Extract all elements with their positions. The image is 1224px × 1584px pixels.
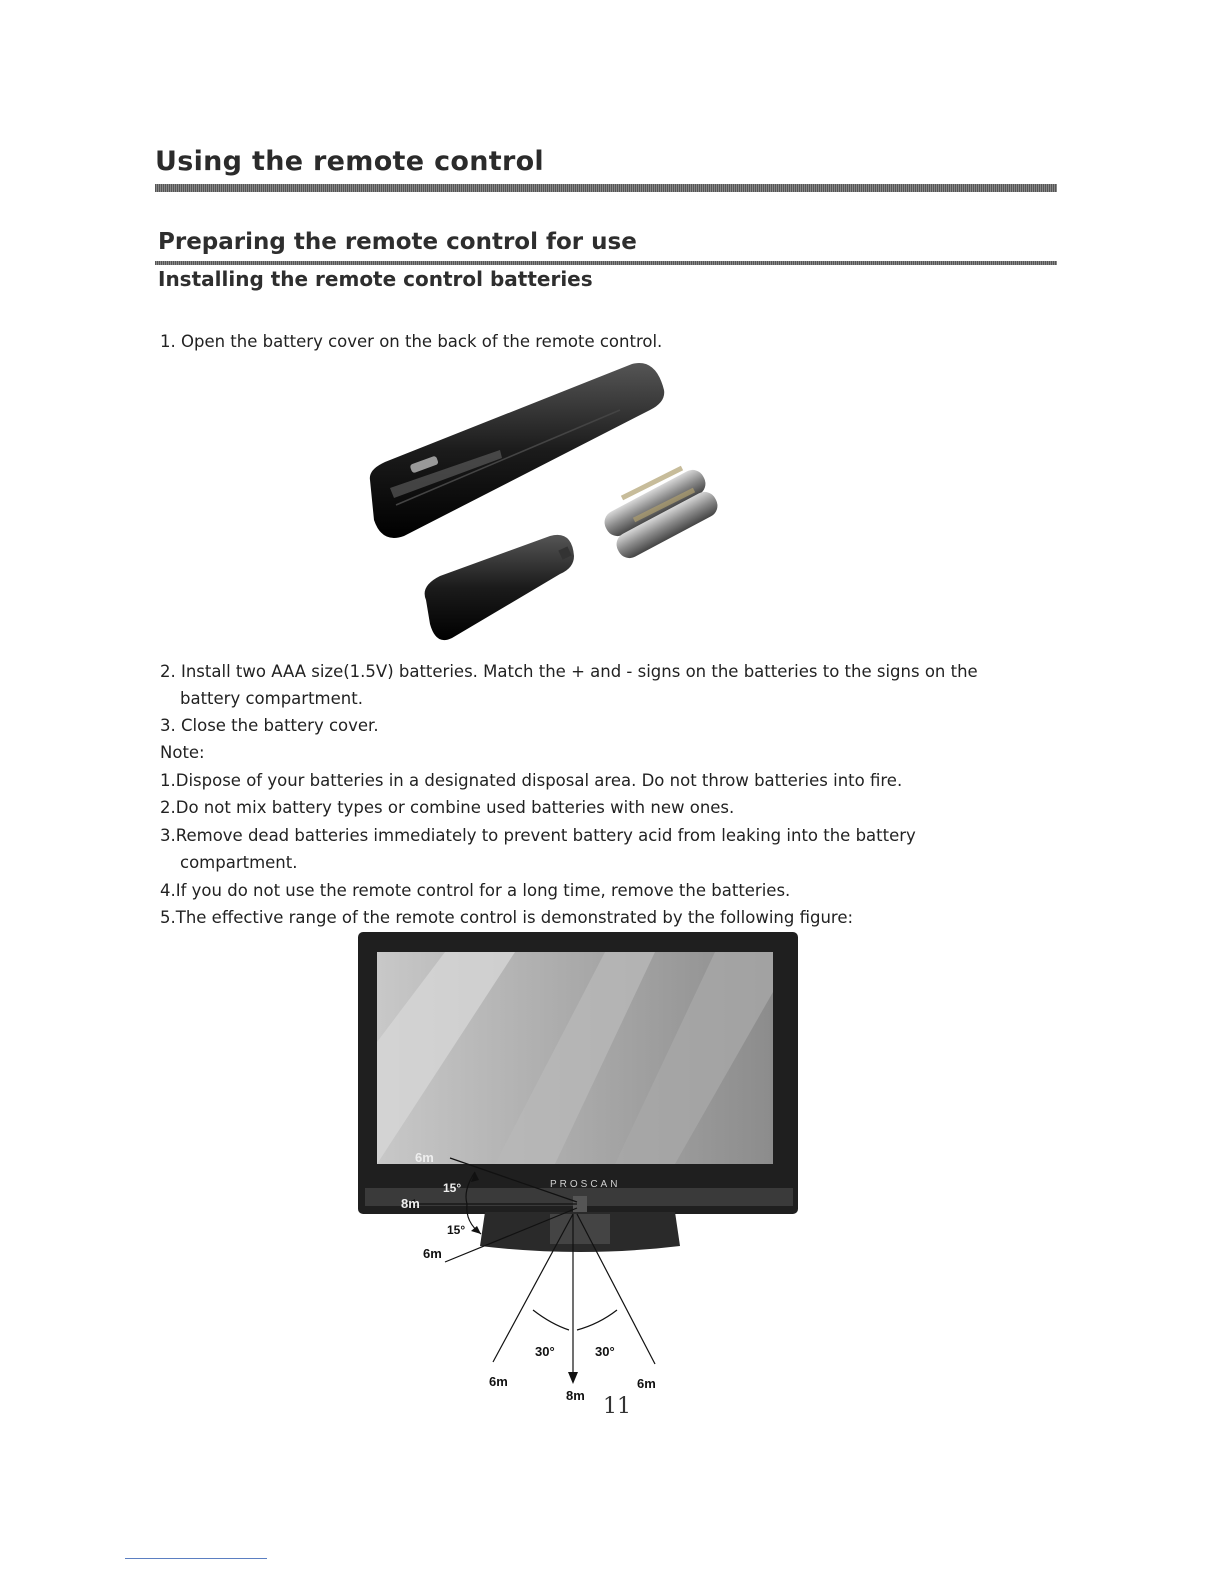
label-bottom-left-distance: 6m bbox=[489, 1374, 508, 1389]
note-3: 3.Remove dead batteries immediately to prevent battery acid from leaking into the battery bbox=[160, 826, 916, 845]
step-3: 3. Close the battery cover. bbox=[160, 716, 379, 735]
page-title: Using the remote control bbox=[155, 146, 544, 177]
note-4: 4.If you do not use the remote control for a long time, remove the batteries. bbox=[160, 881, 791, 900]
label-left-upper-distance: 6m bbox=[415, 1150, 434, 1165]
section-rule bbox=[155, 261, 1057, 265]
label-bottom-center-distance: 8m bbox=[566, 1388, 585, 1402]
title-rule bbox=[155, 184, 1057, 192]
note-1: 1.Dispose of your batteries in a designated disposal area. Do not throw batteries into fire. bbox=[160, 771, 903, 790]
section-title: Preparing the remote control for use bbox=[158, 229, 637, 255]
label-left-center-distance: 8m bbox=[401, 1196, 420, 1211]
note-2: 2.Do not mix battery types or combine used batteries with new ones. bbox=[160, 798, 735, 817]
label-left-lower-distance: 6m bbox=[423, 1246, 442, 1261]
note-5: 5.The effective range of the remote control is demonstrated by the following figure: bbox=[160, 908, 854, 927]
label-left-upper-angle: 15° bbox=[443, 1181, 462, 1195]
label-left-lower-angle: 15° bbox=[447, 1223, 466, 1237]
remote-range-diagram bbox=[355, 932, 805, 1402]
battery-cover bbox=[425, 535, 574, 640]
note-label: Note: bbox=[160, 743, 205, 762]
label-bottom-right-distance: 6m bbox=[637, 1376, 656, 1391]
remote-battery-illustration bbox=[360, 360, 760, 650]
tv-brand: PROSCAN bbox=[550, 1179, 621, 1190]
batteries bbox=[600, 466, 721, 563]
step-2: 2. Install two AAA size(1.5V) batteries. Match the + and - signs on the batteries to the signs on the bbox=[160, 662, 978, 681]
step-1: 1. Open the battery cover on the back of the remote control. bbox=[160, 332, 663, 351]
note-3-cont: compartment. bbox=[180, 853, 298, 872]
footer-line bbox=[125, 1558, 267, 1559]
label-bottom-right-angle: 30° bbox=[595, 1344, 615, 1359]
label-bottom-left-angle: 30° bbox=[535, 1344, 555, 1359]
subsection-title: Installing the remote control batteries bbox=[158, 267, 593, 291]
step-2-cont: battery compartment. bbox=[180, 689, 363, 708]
page-number: 11 bbox=[603, 1394, 631, 1419]
